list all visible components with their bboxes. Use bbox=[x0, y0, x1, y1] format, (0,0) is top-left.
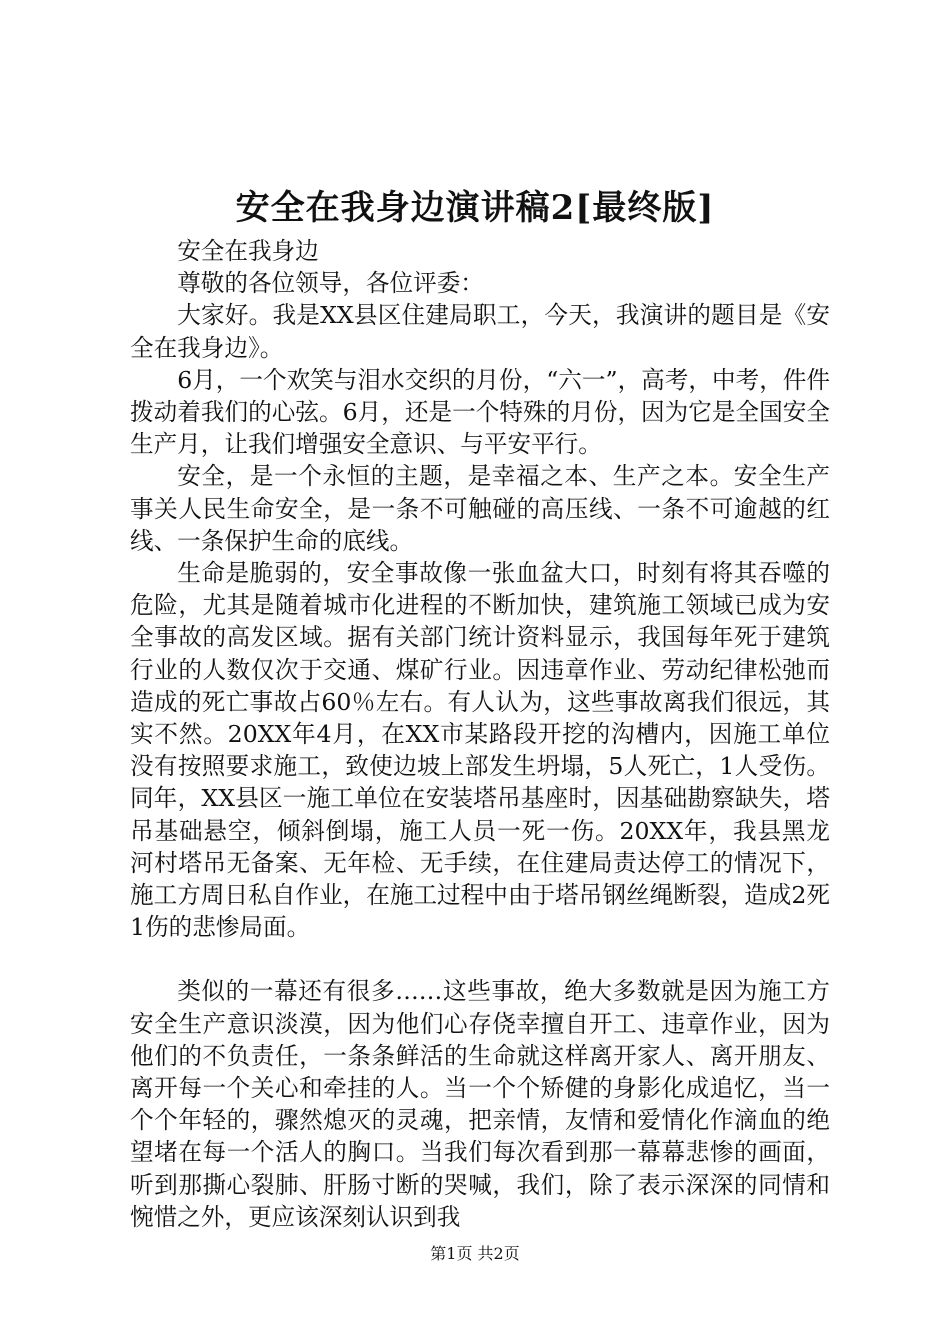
paragraph-greeting: 大家好。我是XX县区住建局职工，今天，我演讲的题目是《安全在我身边》。 bbox=[130, 301, 830, 362]
paragraph-june: 6月，一个欢笑与泪水交织的月份，“六一”，高考，中考，件件拨动着我们的心弦。6月，还是一个特殊的月份，因为它是全国安全生产月，让我们增强安全意识、与平安平行。 bbox=[130, 365, 830, 459]
paragraph-salutation: 尊敬的各位领导，各位评委： bbox=[177, 269, 484, 298]
document-body bbox=[130, 235, 830, 1233]
paragraph-reflection: 类似的一幕还有很多……这些事故，绝大多数就是因为施工方安全生产意识淡漠，因为他们心存侥幸擅自开工、违章作业，因为他们的不负责任，一条条鲜活的生命就这样离开家人、离开朋友、离开每一个关心和牵挂的人。当一个个矫健的身影化成追忆，当一个个年轻的，骤然熄灭的灵魂，把亲情，友情和爱情化作滴血的绝望堵在每一个活人的胸口。当我们每次看到那一幕幕悲惨的画面，听到那撕心裂肺、肝肠寸断的哭喊，我们，除了表示深深的同情和惋惜之外，更应该深刻认识到我 bbox=[130, 977, 830, 1231]
paragraph-accidents: 生命是脆弱的，安全事故像一张血盆大口，时刻有将其吞噬的危险，尤其是随着城市化进程的不断加快，建筑施工领域已成为安全事故的高发区域。据有关部门统计资料显示，我国每年死于建筑行业的人数仅次于交通、煤矿行业。因违章作业、劳动纪律松弛而造成的死亡事故占60％左右。有人认为，这些事故离我们很远，其实不然。20XX年4月，在XX市某路段开挖的沟槽内，因施工单位没有按照要求施工，致使边坡上部发生坍塌，5人死亡，1人受伤。同年，XX县区一施工单位在安装塔吊基座时，因基础勘察缺失，塔吊基础悬空，倾斜倒塌，施工人员一死一伤。20XX年，我县黑龙河村塔吊无备案、无年检、无手续，在住建局责达停工的情况下，施工方周日私自作业，在施工过程中由于塔吊钢丝绳断裂，造成2死1伤的悲惨局面。 bbox=[130, 559, 830, 942]
page-footer: 第1页 共2页 bbox=[430, 1244, 520, 1263]
paragraph-heading: 安全在我身边 bbox=[177, 237, 319, 265]
paragraph-safety-theme: 安全，是一个永恒的主题，是幸福之本、生产之本。安全生产事关人民生命安全，是一条不可触碰的高压线、一条不可逾越的红线、一条保护生命的底线。 bbox=[130, 462, 830, 555]
document-title: 安全在我身边演讲稿2[最终版] bbox=[235, 188, 715, 228]
